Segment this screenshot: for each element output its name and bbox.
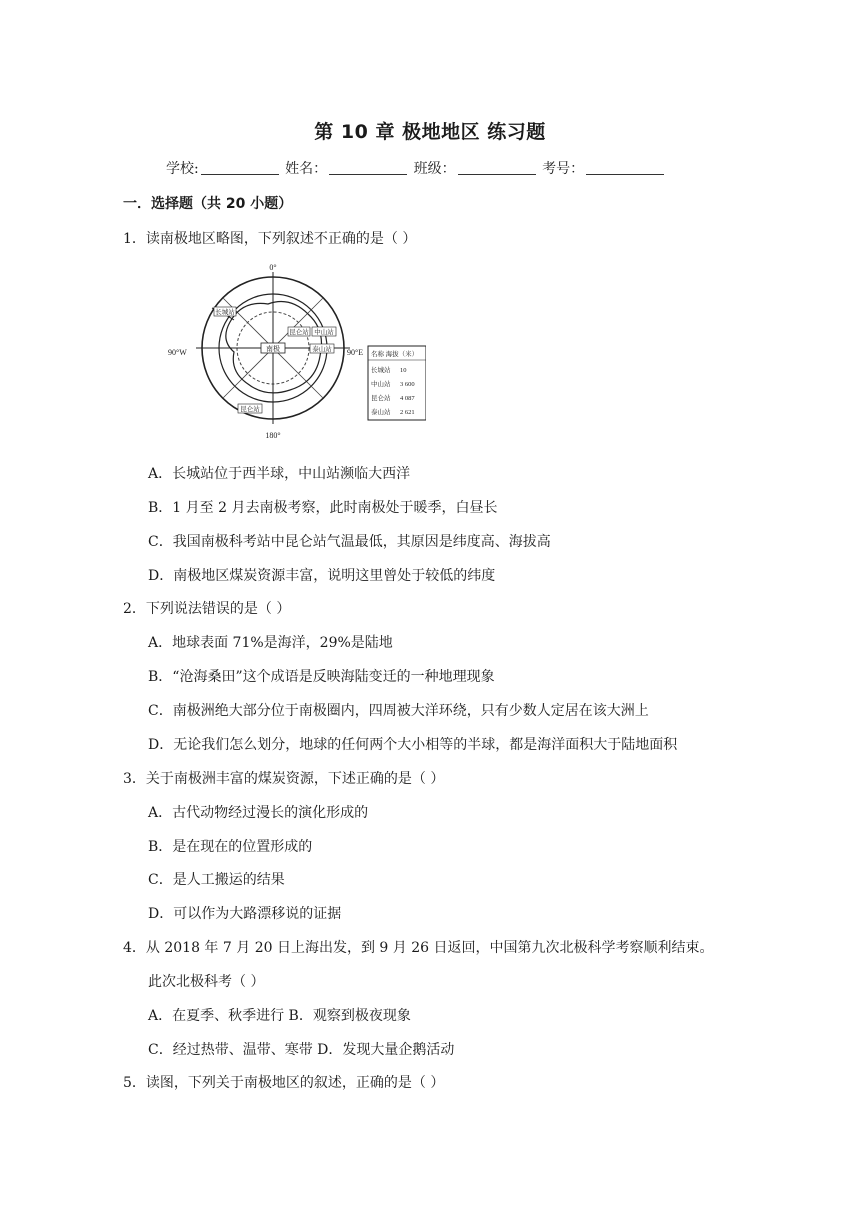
map-label-90w: 90°W (168, 348, 187, 357)
question-4-stem: 4．从 2018 年 7 月 20 日上海出发，到 9 月 26 日返回，中国第九次北极科学考察顺利结束。 (123, 940, 714, 956)
class-blank[interactable] (458, 159, 536, 175)
question-1-stem: 1．读南极地区略图，下列叙述不正确的是（ ） (123, 231, 417, 247)
school-blank[interactable] (201, 159, 279, 175)
question-1-option-a[interactable]: A．长城站位于西半球，中山站濒临大西洋 (148, 466, 411, 482)
map-label-90e: 90°E (347, 348, 364, 357)
question-2-option-b[interactable]: B．“沧海桑田”这个成语是反映海陆变迁的一种地理现象 (148, 669, 495, 685)
class-label: 班级： (413, 161, 456, 177)
question-1-option-d[interactable]: D．南极地区煤炭资源丰富，说明这里曾处于较低的纬度 (148, 568, 496, 584)
question-1-option-c[interactable]: C．我国南极科考站中昆仑站气温最低，其原因是纬度高、海拔高 (148, 534, 551, 550)
question-2-option-c[interactable]: C．南极洲绝大部分位于南极圈内，四周被大洋环绕，只有少数人定居在该大洲上 (148, 703, 649, 719)
question-1-option-b[interactable]: B．1 月至 2 月去南极考察，此时南极处于暖季，白昼长 (148, 500, 498, 516)
question-3-option-b[interactable]: B．是在现在的位置形成的 (148, 839, 313, 855)
station-bottom: 昆仑站 (240, 406, 260, 413)
question-2-stem: 2．下列说法错误的是（ ） (123, 601, 291, 617)
question-3-option-c[interactable]: C．是人工搬运的结果 (148, 872, 285, 888)
table-row-value: 4 087 (400, 395, 415, 402)
table-row-name: 长城站 (371, 367, 391, 374)
exam-no-blank[interactable] (586, 159, 664, 175)
pole-label: 南极 (266, 345, 280, 353)
table-row-value: 10 (400, 367, 407, 374)
table-row-name: 中山站 (371, 381, 391, 388)
question-2-option-d[interactable]: D．无论我们怎么划分，地球的任何两个大小相等的半球，都是海洋面积大于陆地面积 (148, 737, 678, 753)
question-3-option-d[interactable]: D．可以作为大路漂移说的证据 (148, 906, 342, 922)
name-blank[interactable] (329, 159, 407, 175)
name-label: 姓名： (285, 161, 328, 177)
station-changcheng: 长城站 (215, 309, 235, 316)
table-row-name: 泰山站 (371, 409, 391, 416)
question-4-stem-cont: 此次北极科考（ ） (148, 974, 265, 990)
station-taishan: 泰山站 (312, 346, 332, 353)
table-header: 名称 海拔（米） (371, 351, 419, 358)
question-4-options-cd[interactable]: C．经过热带、温带、寒带 D．发现大量企鹅活动 (148, 1042, 455, 1058)
section-title: 一．选择题（共 20 小题） (123, 196, 293, 212)
table-row-value: 2 621 (400, 409, 415, 416)
question-3-option-a[interactable]: A．古代动物经过漫长的演化形成的 (148, 805, 369, 821)
question-2-option-a[interactable]: A．地球表面 71%是海洋，29%是陆地 (148, 635, 393, 651)
table-row-value: 3 600 (400, 381, 415, 388)
station-kunlun: 昆仑站 (289, 329, 309, 336)
student-info-line (166, 158, 666, 178)
page-title: 第 10 章 极地地区 练习题 (314, 121, 546, 143)
antarctica-map-figure (150, 260, 426, 442)
table-row-name: 昆仑站 (371, 395, 391, 402)
station-zhongshan: 中山站 (314, 329, 334, 336)
question-4-options-ab[interactable]: A．在夏季、秋季进行 B．观察到极夜现象 (148, 1008, 411, 1024)
question-5-stem: 5．读图，下列关于南极地区的叙述，正确的是（ ） (123, 1075, 445, 1091)
school-label: 学校: (166, 161, 199, 177)
map-label-180: 180° (265, 431, 281, 440)
map-label-0: 0° (269, 263, 277, 272)
question-3-stem: 3．关于南极洲丰富的煤炭资源，下述正确的是（ ） (123, 771, 445, 787)
exam-no-label: 考号： (542, 161, 585, 177)
